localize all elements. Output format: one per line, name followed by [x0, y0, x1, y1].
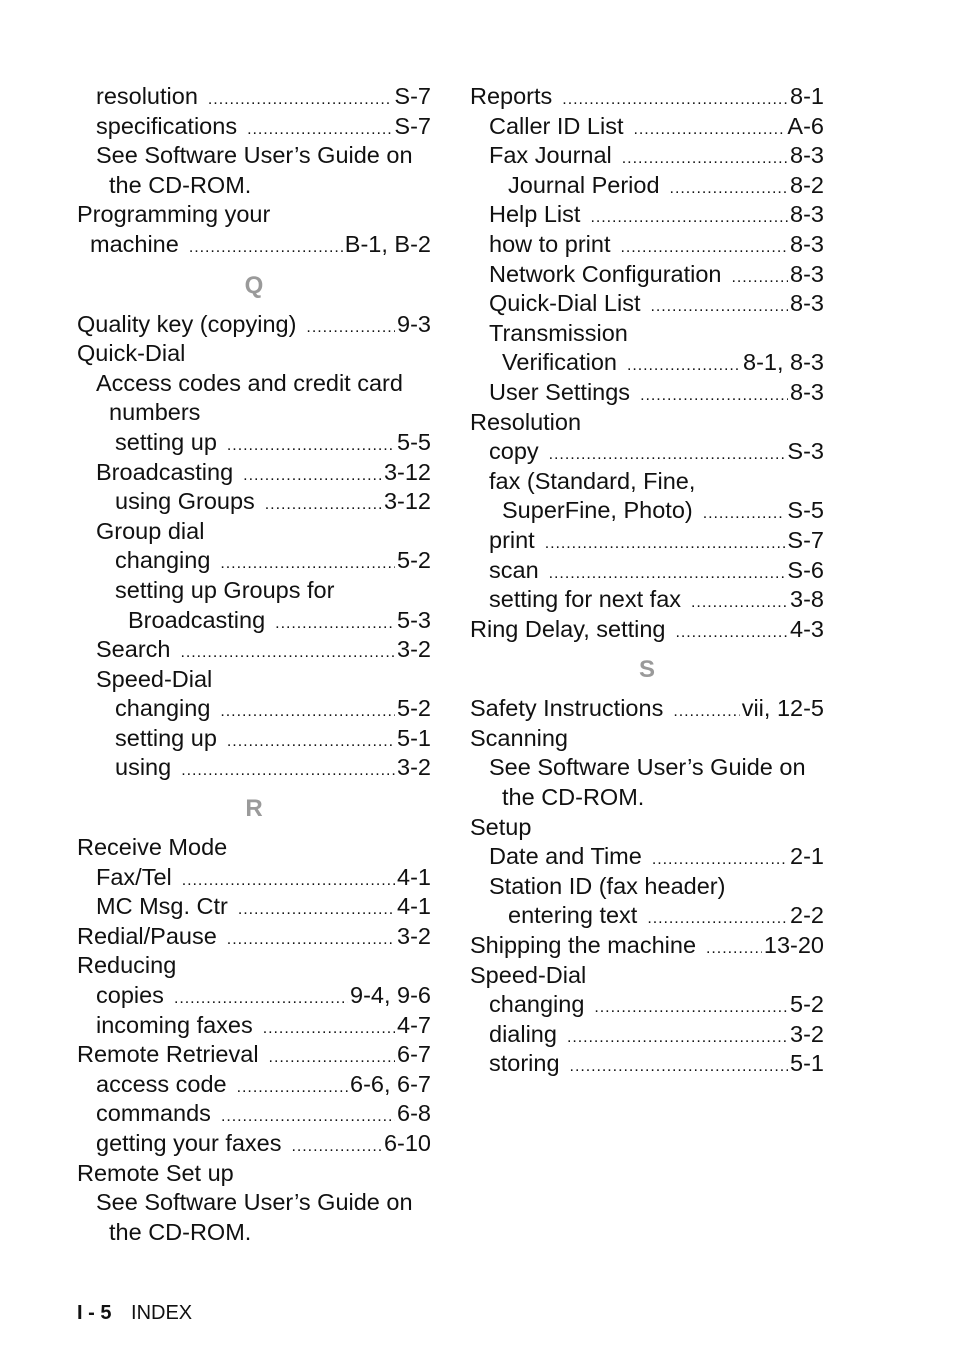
- index-term: Speed-Dial: [96, 665, 213, 692]
- dot-leader: [567, 1020, 788, 1050]
- index-term: Fax Journal: [489, 142, 612, 169]
- index-pages: S-6: [787, 556, 824, 583]
- index-term: fax (Standard, Fine,: [489, 467, 696, 494]
- index-entry: [77, 82, 431, 112]
- index-term: the CD-ROM.: [109, 171, 252, 198]
- index-term: MC Msg. Ctr: [96, 893, 228, 920]
- index-entry: [470, 724, 824, 754]
- index-entry: [77, 1129, 431, 1159]
- index-pages: 5-1: [397, 724, 431, 751]
- index-entry: [470, 1049, 824, 1079]
- dot-leader: [549, 437, 786, 467]
- index-pages: 8-3: [790, 290, 824, 317]
- index-entry: [77, 546, 431, 576]
- index-entry: [470, 990, 824, 1020]
- index-entry: [77, 369, 431, 399]
- dot-leader: [182, 863, 395, 893]
- index-entry: [77, 1218, 431, 1248]
- dot-leader: [691, 585, 788, 615]
- index-entry: [470, 82, 824, 112]
- index-term: Scanning: [470, 724, 568, 751]
- index-pages: 13-20: [763, 932, 824, 959]
- index-term: Speed-Dial: [470, 961, 587, 988]
- index-term: Station ID (fax header): [489, 872, 726, 899]
- index-pages: 4-3: [790, 615, 824, 642]
- dot-leader: [247, 112, 392, 142]
- dot-leader: [706, 931, 762, 961]
- index-pages: 5-2: [790, 991, 824, 1018]
- index-pages: 3-8: [790, 586, 824, 613]
- index-pages: 2-1: [790, 843, 824, 870]
- index-term: Quick-Dial: [77, 340, 186, 367]
- index-term: access code: [96, 1070, 227, 1097]
- index-term: Setup: [470, 813, 532, 840]
- index-term: Receive Mode: [77, 834, 228, 861]
- index-term: Group dial: [96, 517, 205, 544]
- index-term: changing: [115, 695, 211, 722]
- dot-leader: [676, 615, 789, 645]
- index-term: setting up Groups for: [115, 576, 335, 603]
- index-entry: [77, 1070, 431, 1100]
- index-term: using Groups: [115, 488, 255, 515]
- index-pages: A-6: [787, 112, 824, 139]
- index-entry: [470, 408, 824, 438]
- index-pages: 5-5: [397, 428, 431, 455]
- index-entry: [77, 833, 431, 863]
- dot-leader: [634, 112, 786, 142]
- index-term: the CD-ROM.: [502, 784, 645, 811]
- index-term: See Software User’s Guide on: [96, 142, 413, 169]
- index-term: Remote Retrieval: [77, 1041, 259, 1068]
- dot-leader: [189, 230, 343, 260]
- dot-leader: [292, 1129, 382, 1159]
- dot-leader: [590, 200, 788, 230]
- index-term: changing: [489, 991, 585, 1018]
- index-pages: 8-1: [790, 83, 824, 109]
- index-entry: [470, 171, 824, 201]
- index-pages: 8-2: [790, 171, 824, 198]
- index-pages: 5-2: [397, 547, 431, 574]
- index-pages: 2-2: [790, 902, 824, 929]
- index-pages: 8-3: [790, 142, 824, 169]
- index-term: copy: [489, 438, 539, 465]
- index-term: SuperFine, Photo): [502, 497, 693, 524]
- index-pages: 8-3: [790, 230, 824, 257]
- index-entry: [470, 556, 824, 586]
- index-pages: 9-4, 9-6: [350, 982, 431, 1009]
- index-entry: [77, 398, 431, 428]
- index-term: Shipping the machine: [470, 932, 697, 959]
- dot-leader: [549, 556, 786, 586]
- index-term: Help List: [489, 201, 581, 228]
- index-pages: 3-2: [397, 636, 431, 663]
- dot-leader: [650, 289, 788, 319]
- index-term: how to print: [489, 230, 611, 257]
- index-term: Ring Delay, setting: [470, 615, 666, 642]
- dot-leader: [263, 1011, 395, 1041]
- index-entry: [77, 892, 431, 922]
- index-term: Caller ID List: [489, 112, 624, 139]
- index-term: Access codes and credit card: [96, 369, 403, 396]
- index-pages: 3-2: [790, 1020, 824, 1047]
- index-pages: 8-3: [790, 378, 824, 405]
- index-entry: [470, 378, 824, 408]
- index-term: copies: [96, 982, 164, 1009]
- index-term: Network Configuration: [489, 260, 722, 287]
- section-letter-r: R: [245, 795, 263, 823]
- index-entry: [77, 951, 431, 981]
- index-entry: [470, 872, 824, 902]
- index-term: setting for next fax: [489, 586, 682, 613]
- index-term: storing: [489, 1050, 560, 1077]
- index-entry: [77, 635, 431, 665]
- index-term: Broadcasting: [96, 458, 234, 485]
- dot-leader: [265, 487, 382, 517]
- index-term: setting up: [115, 428, 217, 455]
- index-pages: 4-1: [397, 863, 431, 890]
- index-entry: [77, 141, 431, 171]
- index-entry: [470, 931, 824, 961]
- index-pages: 6-7: [397, 1041, 431, 1068]
- index-entry: [77, 694, 431, 724]
- index-entry: [77, 753, 431, 783]
- index-term: Transmission: [489, 319, 628, 346]
- index-term: Quick-Dial List: [489, 290, 641, 317]
- index-entry: [470, 961, 824, 991]
- dot-leader: [208, 82, 393, 112]
- index-entry: [77, 517, 431, 547]
- index-pages: 6-6, 6-7: [350, 1070, 431, 1097]
- index-entry: [77, 171, 431, 201]
- index-term: Redial/Pause: [77, 922, 217, 949]
- index-pages: B-1, B-2: [344, 230, 431, 257]
- index-term: entering text: [508, 902, 638, 929]
- dot-leader: [243, 458, 382, 488]
- index-entry: [470, 585, 824, 615]
- dot-leader: [221, 1099, 395, 1129]
- index-term: print: [489, 526, 535, 553]
- dot-leader: [652, 842, 788, 872]
- index-term: resolution: [96, 83, 198, 109]
- index-pages: 8-3: [790, 201, 824, 228]
- index-entry: [77, 339, 431, 369]
- dot-leader: [269, 1040, 395, 1070]
- dot-leader: [180, 635, 395, 665]
- index-pages: 5-3: [397, 606, 431, 633]
- dot-leader: [237, 1070, 348, 1100]
- index-entry: [470, 112, 824, 142]
- index-entry: [470, 260, 824, 290]
- index-entry: [470, 141, 824, 171]
- index-pages: 9-3: [397, 310, 431, 337]
- index-entry: [470, 496, 824, 526]
- index-entry: [77, 922, 431, 952]
- dot-leader: [227, 724, 395, 754]
- index-entry: [470, 842, 824, 872]
- dot-leader: [220, 546, 395, 576]
- index-pages: 3-12: [383, 488, 431, 515]
- dot-leader: [670, 171, 788, 201]
- index-term: Verification: [502, 349, 617, 376]
- index-term: using: [115, 754, 172, 781]
- index-entry: [470, 289, 824, 319]
- index-entry: [77, 981, 431, 1011]
- index-entry: [77, 1011, 431, 1041]
- dot-leader: [238, 892, 395, 922]
- dot-leader: [174, 981, 348, 1011]
- dot-leader: [227, 922, 395, 952]
- index-entry: [77, 1159, 431, 1189]
- index-entry: [77, 1099, 431, 1129]
- dot-leader: [306, 310, 395, 340]
- index-pages: 5-1: [790, 1050, 824, 1077]
- index-pages: 4-7: [397, 1011, 431, 1038]
- index-entry: [470, 901, 824, 931]
- index-entry: [77, 665, 431, 695]
- index-entry: [470, 526, 824, 556]
- dot-leader: [703, 496, 786, 526]
- index-column-left: [77, 82, 431, 1247]
- index-pages: 3-12: [383, 458, 431, 485]
- dot-leader: [570, 1049, 788, 1079]
- dot-leader: [562, 82, 788, 112]
- index-entry: [470, 230, 824, 260]
- index-term: setting up: [115, 724, 217, 751]
- index-entry: [470, 348, 824, 378]
- section-letter-s: S: [638, 656, 655, 684]
- index-entry: [77, 606, 431, 636]
- section-name: INDEX: [131, 1302, 193, 1324]
- dot-leader: [545, 526, 786, 556]
- index-entry: [470, 319, 824, 349]
- index-pages: 8-3: [790, 260, 824, 287]
- index-pages: 8-1, 8-3: [743, 349, 824, 376]
- index-entry: [77, 863, 431, 893]
- index-term: User Settings: [489, 378, 631, 405]
- index-column-right: [470, 82, 824, 1079]
- index-term: changing: [115, 547, 211, 574]
- index-entry: [77, 428, 431, 458]
- index-term: incoming faxes: [96, 1011, 253, 1038]
- index-entry: [470, 200, 824, 230]
- index-term: See Software User’s Guide on: [489, 754, 806, 781]
- index-term: Quality key (copying): [77, 310, 297, 337]
- index-entry: [470, 783, 824, 813]
- index-term: specifications: [96, 112, 238, 139]
- index-term: See Software User’s Guide on: [96, 1189, 413, 1216]
- index-term: Reports: [470, 83, 553, 109]
- dot-leader: [594, 990, 788, 1020]
- index-pages: 3-2: [397, 922, 431, 949]
- index-term: getting your faxes: [96, 1130, 282, 1156]
- index-entry: [470, 467, 824, 497]
- index-term: Fax/Tel: [96, 863, 172, 890]
- index-pages: S-7: [394, 112, 431, 139]
- page-number: I - 5: [77, 1302, 112, 1324]
- index-entry: [77, 112, 431, 142]
- index-pages: S-3: [787, 438, 824, 465]
- index-term: Search: [96, 636, 171, 663]
- index-entry: [77, 458, 431, 488]
- dot-leader: [275, 606, 395, 636]
- index-pages: 5-2: [397, 695, 431, 722]
- index-term: numbers: [109, 399, 201, 426]
- index-pages: 6-8: [397, 1100, 431, 1127]
- index-term: scan: [489, 556, 539, 583]
- index-pages: S-5: [787, 497, 824, 524]
- index-term: Resolution: [470, 408, 582, 435]
- index-term: the CD-ROM.: [109, 1218, 252, 1245]
- index-term: machine: [90, 230, 179, 257]
- index-term: commands: [96, 1100, 211, 1127]
- dot-leader: [673, 694, 739, 724]
- index-pages: 6-10: [383, 1130, 431, 1156]
- dot-leader: [627, 348, 741, 378]
- section-letter-q: Q: [244, 271, 264, 299]
- index-entry: [470, 615, 824, 645]
- index-term: Broadcasting: [128, 606, 266, 633]
- index-entry: [470, 437, 824, 467]
- index-entry: [77, 1188, 431, 1218]
- index-entry: [77, 230, 431, 260]
- index-entry: [77, 487, 431, 517]
- dot-leader: [640, 378, 788, 408]
- index-pages: 3-2: [397, 754, 431, 781]
- index-entry: [470, 813, 824, 843]
- index-pages: vii, 12-5: [741, 695, 824, 722]
- index-entry: [77, 1040, 431, 1070]
- index-entry: [77, 724, 431, 754]
- index-entry: [77, 200, 431, 230]
- dot-leader: [647, 901, 788, 931]
- index-entry: [77, 576, 431, 606]
- index-term: Journal Period: [508, 171, 660, 198]
- index-term: Programming your: [77, 201, 271, 228]
- index-term: dialing: [489, 1020, 557, 1047]
- dot-leader: [622, 141, 788, 171]
- index-pages: 4-1: [397, 893, 431, 920]
- dot-leader: [732, 260, 789, 290]
- index-term: Safety Instructions: [470, 695, 664, 722]
- dot-leader: [620, 230, 788, 260]
- dot-leader: [227, 428, 395, 458]
- index-pages: S-7: [394, 83, 431, 109]
- index-entry: [470, 1020, 824, 1050]
- index-term: Reducing: [77, 952, 177, 979]
- index-entry: [470, 753, 824, 783]
- index-entry: [470, 694, 824, 724]
- index-term: Date and Time: [489, 843, 642, 870]
- index-pages: S-7: [787, 526, 824, 553]
- index-term: Remote Set up: [77, 1159, 234, 1186]
- dot-leader: [220, 694, 395, 724]
- page-footer: [77, 1301, 192, 1325]
- index-entry: [77, 310, 431, 340]
- dot-leader: [181, 753, 395, 783]
